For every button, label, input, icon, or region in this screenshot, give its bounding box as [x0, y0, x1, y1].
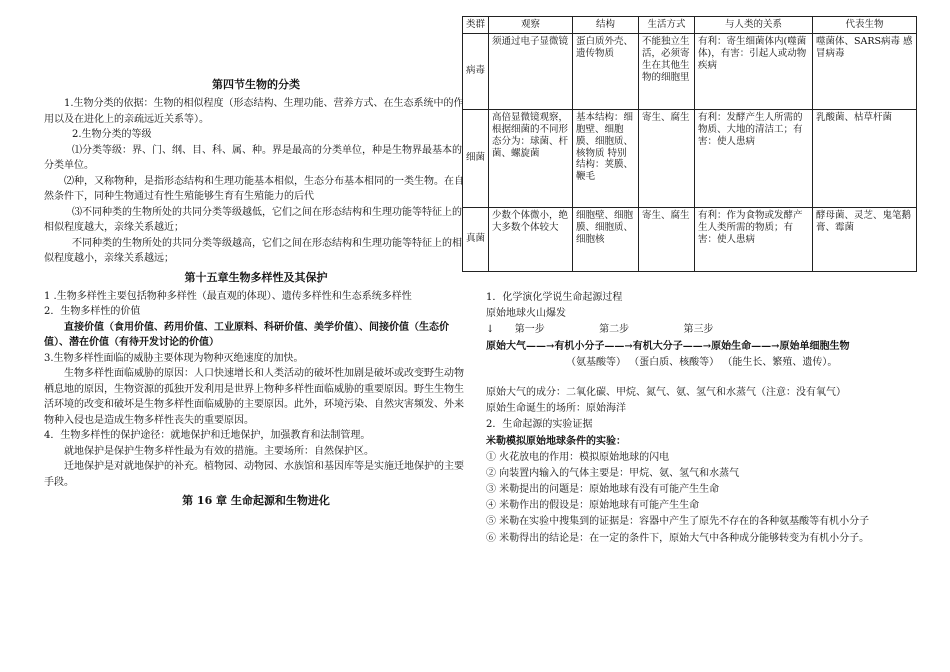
paragraph: 不同种类的生物所处的共同分类等级越高，它们之间在形态结构和生理功能等特征上的相似程度越小，亲缘关系越远；	[44, 237, 462, 265]
paragraph: ⑵种，又称物种，是指形态结构和生理功能基本相似，生态分布基本相同的一类生物。在自然条件下，同种生物通过有性生殖能够生育有生殖能力的后代	[44, 175, 464, 203]
flow-notes: （氨基酸等） （蛋白质、核酸等） （能生长、繁殖、遗传）。	[566, 356, 838, 368]
table-row	[463, 33, 917, 109]
paragraph: 4．生物多样性的保护途径：就地保护和迁地保护，加强教育和法制管理。	[44, 430, 371, 442]
paragraph: 1 .生物多样性主要包括物种多样性（最直观的体现）、遗传多样性和生态系统多样性	[44, 290, 412, 302]
cell-relation: 有利：发酵产生人所需的物质、大地的清洁工；有害：使人患病	[695, 109, 813, 207]
header-observe: 观察	[489, 17, 573, 34]
right-column	[486, 290, 920, 547]
row-group: 真菌	[463, 207, 489, 271]
cell-structure: 细胞壁、细胞膜、细胞质、细胞核	[573, 207, 639, 271]
cell-life: 不能独立生活，必须寄生在其他生物的细胞里	[639, 33, 695, 109]
paragraph: 生物多样性面临威胁的原因：人口快速增长和人类活动的破坏性加剧是破坏或改变野生动物栖息地的原因，生物资源的孤独开发利用是世界上物种多样性面临威胁的重要原因。野生生物生活环境的改变和破坏是生物多样性面临威胁的主要原因。此外，环境污染、自然灾害频发、外来物种入侵也是造成生物多样性丧失的重要原因。	[44, 368, 464, 426]
paragraph: 米勒模拟原始地球条件的实验：	[486, 435, 626, 447]
cell-observe: 少数个体微小，绝大多数个体较大	[489, 207, 573, 271]
section-title-classification: 第四节生物的分类	[212, 78, 300, 91]
left-column	[44, 74, 468, 512]
classification-table	[462, 16, 917, 272]
cell-relation: 有利：寄生细菌体内(噬菌体)，有害：引起人或动物疾病	[695, 33, 813, 109]
paragraph: 原始生命诞生的场所：原始海洋	[486, 403, 626, 415]
cell-examples: 酵母菌、灵芝、鬼笔鹅膏、霉菌	[813, 207, 917, 271]
row-group: 细菌	[463, 109, 489, 207]
paragraph: 原始大气的成分：二氧化碳、甲烷、氮气、氨、氢气和水蒸气（注意：没有氧气）	[486, 386, 846, 398]
paragraph: 就地保护是保护生物多样性最为有效的措施。主要场所：自然保护区。	[64, 445, 374, 457]
cell-structure: 蛋白质外壳、遗传物质	[573, 33, 639, 109]
list-item: ③ 米勒提出的问题是：原始地球有没有可能产生生命	[486, 484, 720, 496]
step-label: 第三步	[683, 324, 714, 336]
cell-life: 寄生、腐生	[639, 207, 695, 271]
table-row	[463, 109, 917, 207]
table-row	[463, 207, 917, 271]
step-row	[486, 322, 920, 338]
list-item: ⑥ 米勒得出的结论是：在一定的条件下，原始大气中各种成分能够转变为有机小分子。	[486, 532, 870, 544]
cell-observe: 须通过电子显微镜	[489, 33, 573, 109]
paragraph: ⑴分类等级：界、门、纲、目、科、属、种。界是最高的分类单位，种是生物界最基本的分类单位。	[44, 144, 462, 172]
row-group: 病毒	[463, 33, 489, 109]
paragraph: 3.生物多样性面临的威胁主要体现为物种灭绝速度的加快。	[44, 352, 304, 364]
list-item: ② 向装置内输入的气体主要是：甲烷、氨、氢气和水蒸气	[486, 467, 740, 479]
cell-observe: 高倍显微镜观察，根据细菌的不同形态分为：球菌、杆菌、螺旋菌	[489, 109, 573, 207]
evolution-flow: 原始大气——→有机小分子——→有机大分子——→原始生命——→原始单细胞生物	[486, 340, 850, 352]
paragraph: 2．生物多样性的价值	[44, 306, 141, 318]
paragraph: ⑶不同种类的生物所处的共同分类等级越低，它们之间在形态结构和生理功能等特征上的相似程度越大，亲缘关系越近；	[44, 206, 462, 234]
list-item: ④ 米勒作出的假设是：原始地球有可能产生生命	[486, 500, 700, 512]
cell-life: 寄生、腐生	[639, 109, 695, 207]
paragraph: 1.生物分类的依据：生物的相似程度（形态结构、生理功能、营养方式、在生态系统中的作用以及在进化上的亲疏远近关系等）。	[44, 98, 464, 125]
paragraph: 2.生物分类的等级	[72, 129, 152, 141]
section-title-biodiversity: 第十五章生物多样性及其保护	[184, 270, 328, 284]
paragraph: 迁地保护是对就地保护的补充。植物园、动物园、水族馆和基因库等是实施迁地保护的主要手段。	[44, 461, 464, 488]
header-structure: 结构	[573, 17, 639, 34]
paragraph: 原始地球火山爆发	[486, 308, 566, 320]
list-item: ① 火花放电的作用：模拟原始地球的闪电	[486, 451, 670, 463]
section-title-origin-of-life: 第 16 章 生命起源和生物进化	[182, 494, 330, 508]
header-relation: 与人类的关系	[695, 17, 813, 34]
paragraph: 直接价值（食用价值、药用价值、工业原料、科研价值、美学价值）、间接价值（生态价值）、潜在价值（有待开发讨论的价值）	[44, 321, 449, 349]
table-header-row	[463, 17, 917, 34]
cell-relation: 有利：作为食物或发酵产生人类所需的物质；有害：使人患病	[695, 207, 813, 271]
list-item: ⑤ 米勒在实验中搜集到的证据是：容器中产生了原先不存在的各种氨基酸等有机小分子	[486, 516, 870, 528]
header-group: 类群	[463, 17, 489, 34]
header-examples: 代表生物	[813, 17, 917, 34]
cell-examples: 噬菌体、SARS病毒 感冒病毒	[813, 33, 917, 109]
step-label: 第二步	[599, 324, 630, 336]
paragraph: 1．化学演化学说生命起源过程	[486, 292, 623, 303]
header-life: 生活方式	[639, 17, 695, 34]
step-label: 第一步	[514, 324, 545, 336]
paragraph: 2．生命起源的实验证据	[486, 419, 593, 431]
down-arrow-icon: ↓	[486, 324, 495, 336]
cell-examples: 乳酸菌、枯草杆菌	[813, 109, 917, 207]
cell-structure: 基本结构：细胞壁、细胞膜、细胞质、核物质 特别结构：荚膜、鞭毛	[573, 109, 639, 207]
